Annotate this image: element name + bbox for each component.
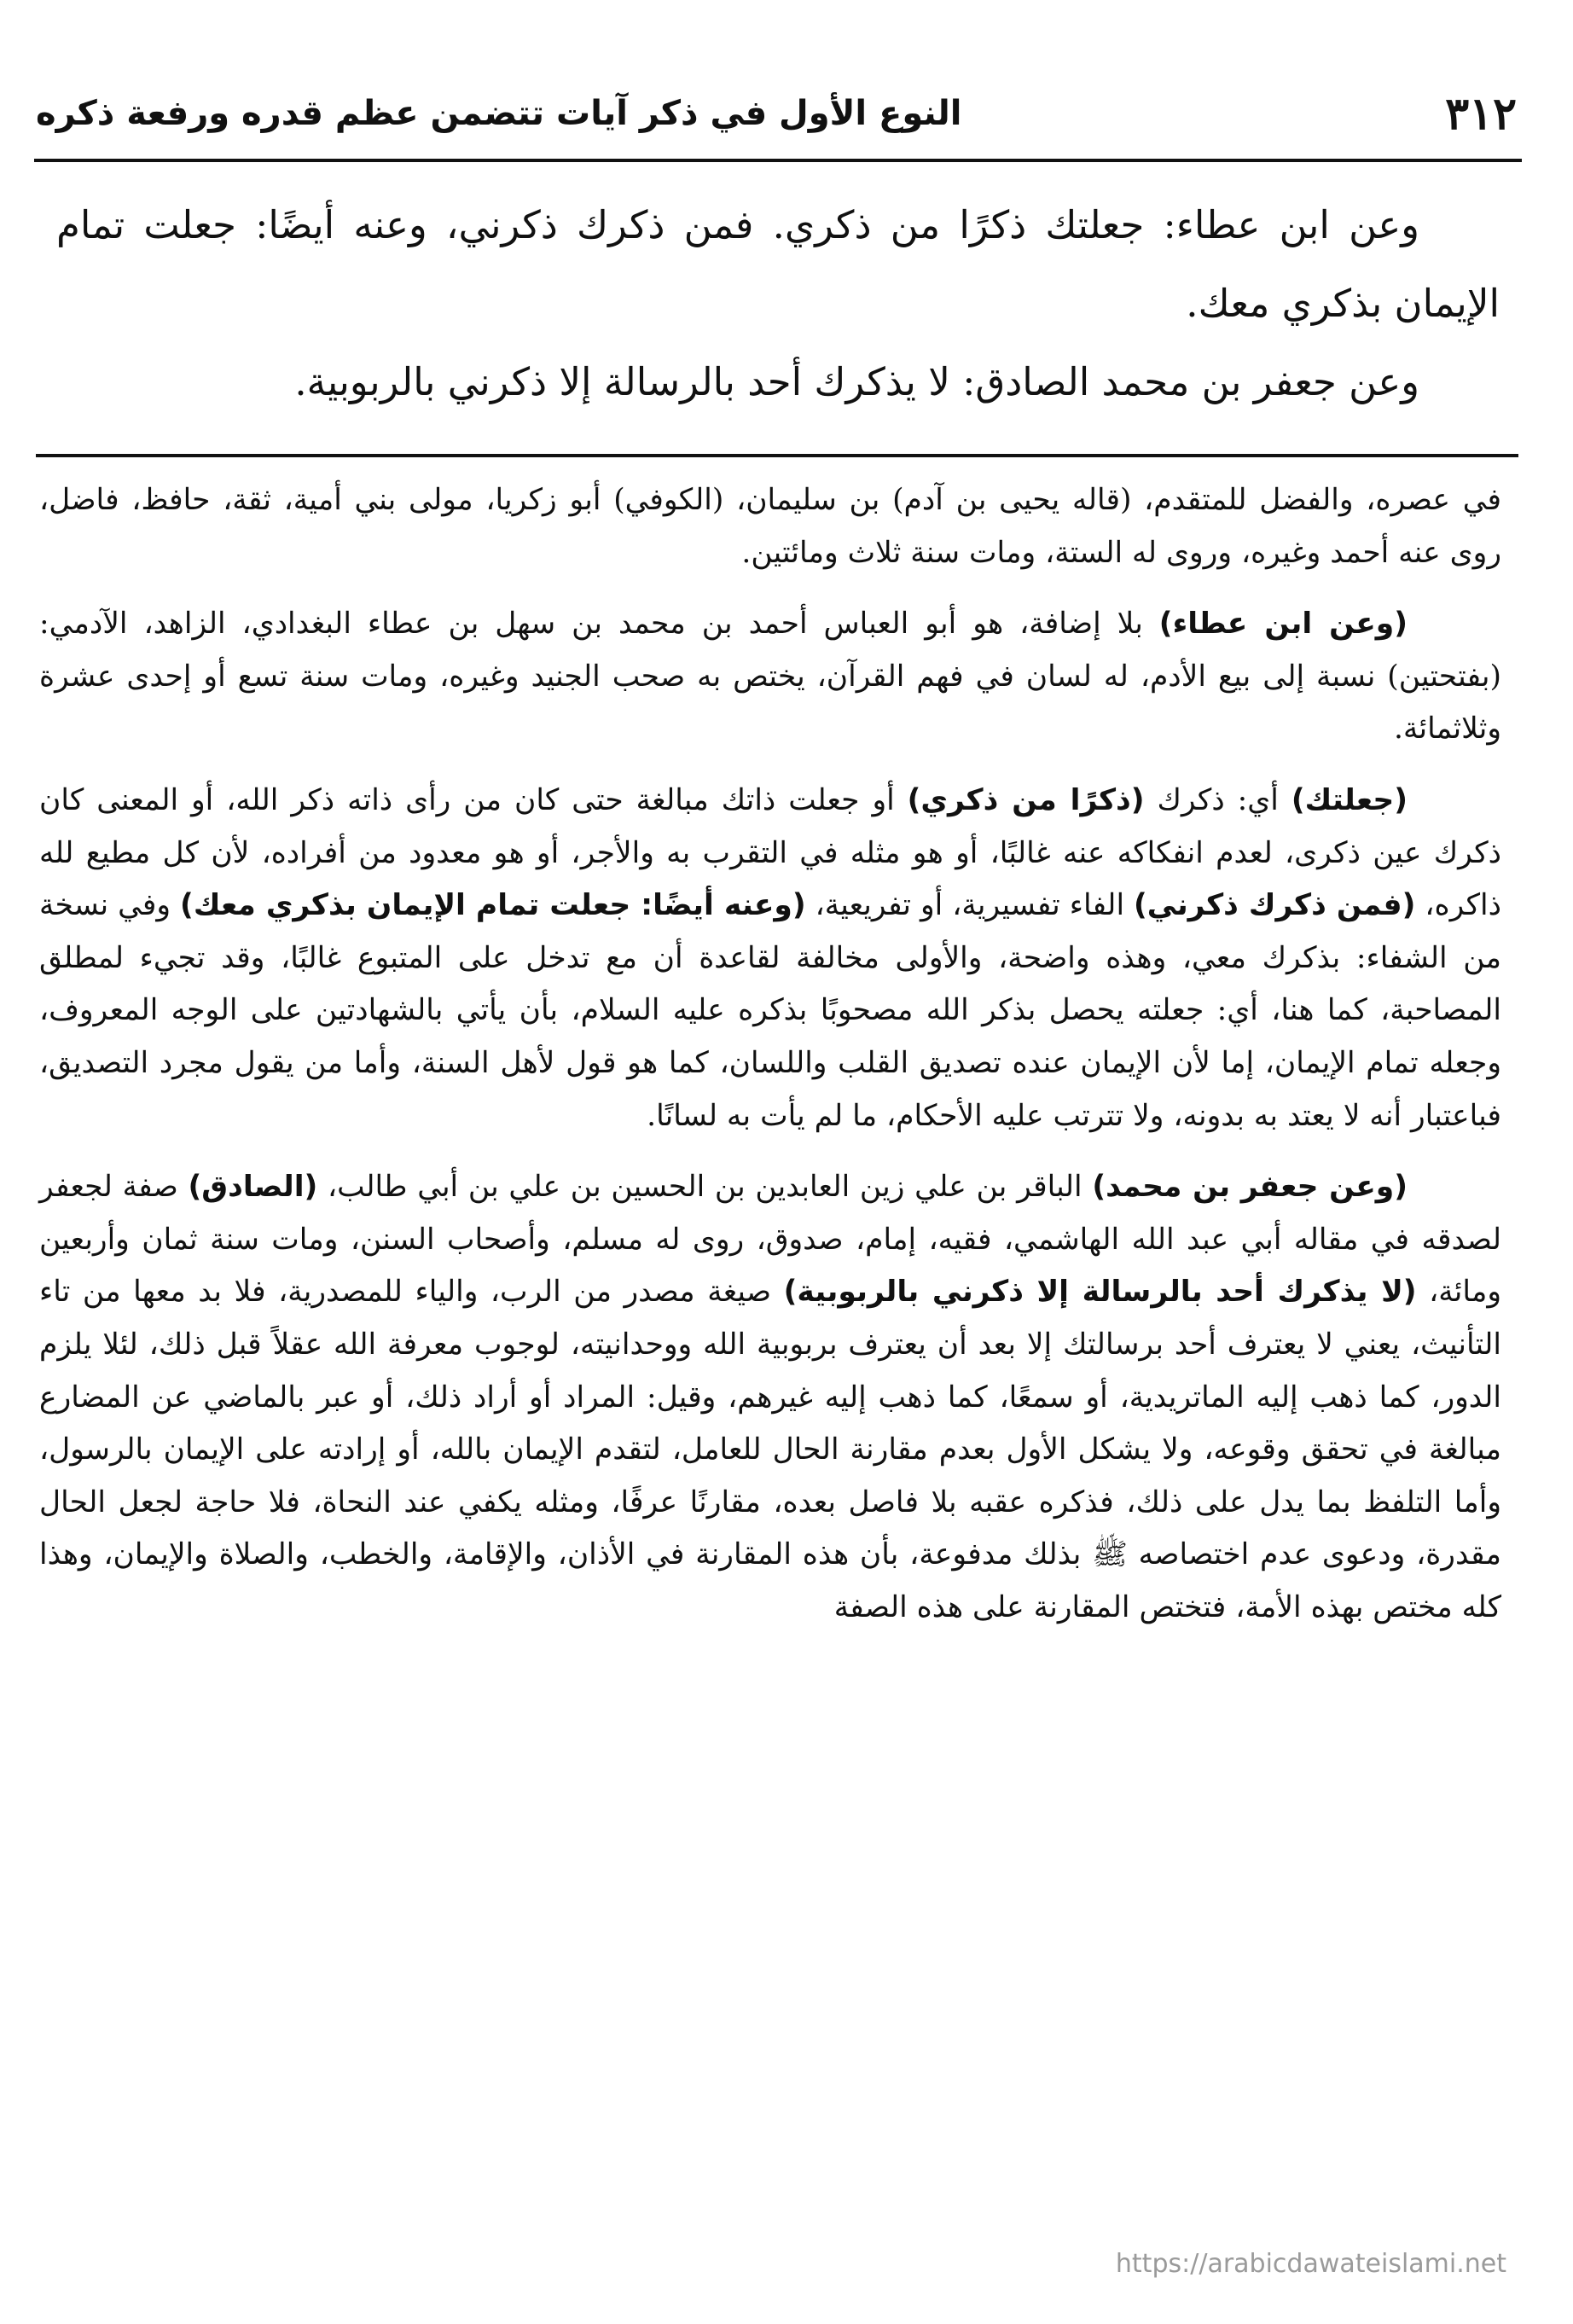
quoted-phrase: (فمن ذكرك ذكرني) (1134, 888, 1416, 923)
running-title: النوع الأول في ذكر آيات تتضمن عظم قدره ورفعة ذكره (36, 94, 962, 133)
quoted-phrase: (وعنه أيضًا: جعلت تمام الإيمان بذكري معك) (180, 888, 806, 923)
commentary-text: في عصره، والفضل للمتقدم، (قاله يحيى بن آدم) بن سليمان، (الكوفي) أبو زكريا، مولى بني أمية، ثقة، حافظ، فاضل، روى عنه أحمد وغيره، وروى له الستة، ومات سنة ثلاث ومائتين. (39, 483, 1501, 570)
commentary-text: أي: ذكرك (1144, 782, 1291, 817)
quoted-phrase: (الصادق) (188, 1170, 318, 1205)
commentary-text: صفة لجعفر لصدقه في مقاله أبي عبد الله الهاشمي، فقيه، إمام، صدوق، روى له مسلم، وأصحاب السنن، ومات سنة ثمان وأربعين ومائة، (39, 1170, 1501, 1310)
main-text (56, 186, 1500, 421)
main-text-paragraph: وعن جعفر بن محمد الصادق: لا يذكرك أحد بالرسالة إلا ذكرني بالربوبية. (294, 359, 1419, 404)
commentary-paragraph (39, 1161, 1501, 1634)
commentary-text: بلا إضافة، هو أبو العباس أحمد بن محمد بن سهل بن عطاء البغدادي، الزاهد، الآدمي: (بفتحتين) نسبة إلى بيع الأدم، له لسان في فهم القرآن، يختص به صحب الجنيد وغيره، ومات سنة تسع أو إحدى عشرة وثلاثمائة. (39, 607, 1501, 747)
commentary-text: وفي نسخة من الشفاء: بذكرك معي، وهذه واضحة، والأولى مخالفة لقاعدة أن مع تدخل على المتبوع غالبًا، وقد تجيء لمطلق المصاحبة، كما هنا، أي: جعلته يحصل بذكر الله مصحوبًا بذكره عليه السلام، بأن يأتي بالشهادتين على الوجه المعروف، وجعله تمام الإيمان، إما لأن الإيمان عنده تصديق القلب واللسان، كما هو قول لأهل السنة، وأما من يقول مجرد التصديق، فباعتبار أنه لا يعتد به بدونه، ولا تترتب عليه الأحكام، ما لم يأت به لسانًا. (39, 888, 1501, 1133)
commentary-paragraph (39, 775, 1501, 1142)
commentary-text: الباقر بن علي زين العابدين بن الحسين بن علي بن أبي طالب، (317, 1170, 1093, 1205)
quoted-phrase: (وعن جعفر بن محمد) (1092, 1170, 1408, 1205)
quoted-phrase: (جعلتك) (1291, 782, 1408, 817)
commentary-paragraph (39, 474, 1501, 579)
page-header (36, 84, 1517, 143)
commentary-text: صيغة مصدر من الرب، والياء للمصدرية، فلا بد معها من تاء التأنيث، يعني لا يعترف أحد برسالتك إلا بعد أن يعترف بربوبية الله ووحدانيته، لوجوب معرفة الله عقلاً قبل ذلك، لئلا يلزم الدور، كما ذهب إليه الماتريدية، أو سمعًا، كما ذهب إليه غيرهم، وقيل: المراد أو أراد ذلك، أو عبر بالماضي عن المضارع مبالغة في تحقق وقوعه، ولا يشكل الأول بعدم مقارنة الحال للعامل، لتقدم الإيمان بالله، أو إرادته على الإيمان بالرسول، وأما التلفظ بما يدل على ذلك، فذكره عقبه بلا فاصل بعده، مقارنًا عرفًا، ومثله يكفي عند النحاة، فلا حاجة لجعل الحال مقدرة، ودعوى عدم اختصاصه ﷺ بذلك مدفوعة، بأن هذه المقارنة في الأذان، والإقامة، والخطب، والصلاة والإيمان، وهذا كله مختص بهذه الأمة، فتختص المقارنة على هذه الصفة (39, 1275, 1501, 1624)
quoted-phrase: (لا يذكرك أحد بالرسالة إلا ذكرني بالربوبية) (783, 1275, 1417, 1310)
watermark-url: https://arabicdawateislami.net (1115, 2249, 1506, 2279)
commentary-text: أو جعلت ذاتك مبالغة حتى كان من رأى ذاته ذكر الله، أو المعنى كان ذكرك عين ذكرى، لعدم انفكاكه عنه غالبًا، أو هو مثله في التقرب به والأجر، أو هو معدود من أفراده، لأن كل مطيع لله ذاكره، (39, 782, 1501, 923)
quoted-phrase: (وعن ابن عطاء) (1158, 607, 1408, 642)
main-text-paragraph: وعن ابن عطاء: جعلتك ذكرًا من ذكري. فمن ذكرك ذكرني، وعنه أيضًا: جعلت تمام الإيمان بذكري معك. (56, 202, 1500, 326)
commentary (39, 474, 1501, 1653)
commentary-text: الفاء تفسيرية، أو تفريعية، (805, 888, 1135, 923)
text-divider (36, 454, 1518, 457)
quoted-phrase: (ذكرًا من ذكري) (907, 782, 1145, 817)
commentary-paragraph (39, 598, 1501, 756)
page-number: ٣١٢ (1445, 87, 1517, 140)
header-rule (34, 159, 1522, 162)
